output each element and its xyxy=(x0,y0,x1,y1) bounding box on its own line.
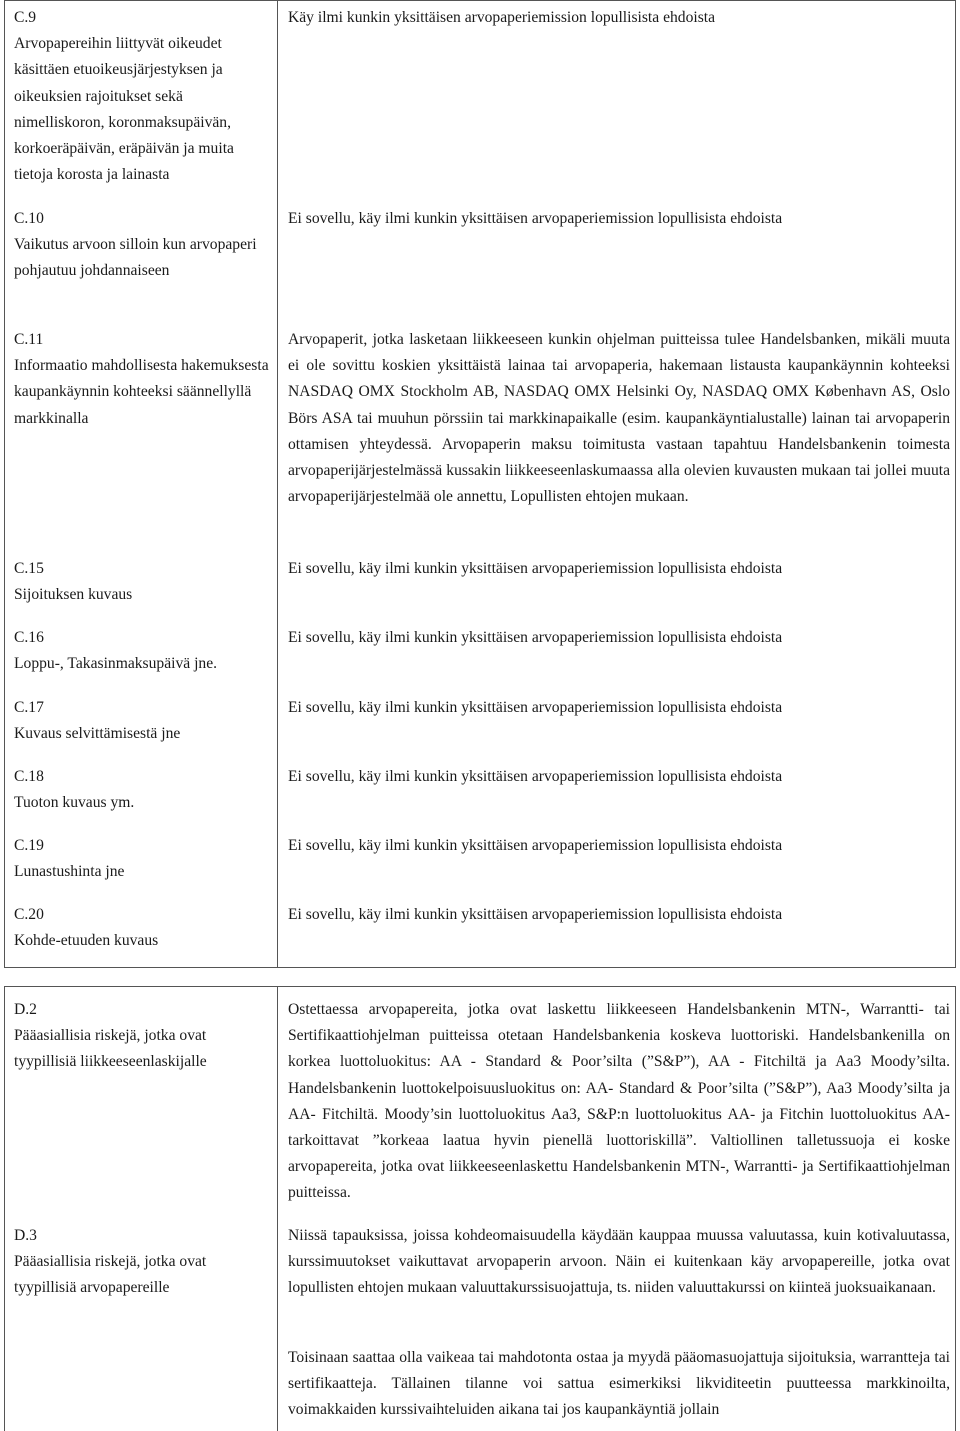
title: Arvopapereihin liittyvät oikeudet käsittäen etuoikeusjärjestyksen ja oikeuksien rajoitukset sekä nimelliskoron, koronmaksupäivän, korkoeräpäivän, eräpäivän ja muita tietoja korosta ja lainasta xyxy=(14,35,234,184)
row-c18-label xyxy=(14,764,269,816)
row-c19-label xyxy=(14,833,269,885)
code: C.17 xyxy=(14,699,44,716)
row-c19-text: Ei sovellu, käy ilmi kunkin yksittäisen arvopaperiemission lopullisista ehdoista xyxy=(288,837,783,854)
code: C.19 xyxy=(14,837,44,854)
code: C.9 xyxy=(14,9,37,26)
code: C.15 xyxy=(14,560,44,577)
title: Sijoituksen kuvaus xyxy=(14,586,133,604)
row-c9-text: Käy ilmi kunkin yksittäisen arvopaperiemission lopullisista ehdoista xyxy=(288,9,716,26)
row-c9-label xyxy=(14,5,269,188)
row-d3-text: Niissä tapauksissa, joissa kohdeomaisuudella käydään kauppaa muussa valuutassa, kuin kotivaluutassa, kurssimuutokset vaikuttavat arvopaperin arvoon. Näin ei kuitenkaan käy arvopapereille, jotka ovat lopullisten ehtojen mukaan valuuttakurssisuojattuja, ts. niiden valuuttakurssi on kiinteä juoksuaikanaan. xyxy=(288,1227,950,1297)
row-c11-text: Arvopaperit, jotka lasketaan liikkeeseen kunkin ohjelman puitteissa tulee Handelsbanken, mikäli muuta ei ole sovittu koskien yksittäistä lainaa tai arvopaperia, hakemaan listausta kaupankäynnin kohteeksi NASDAQ OMX Stockholm AB, NASDAQ OMX Helsinki Oy, NASDAQ OMX København AS, Oslo Börs ASA tai muuhun pörssiin tai markkinapaikalle (esim. kaupankäyntialustalle) lainan tai arvopaperin ottamisen yhteydessä. Arvopaperin maksu toimitusta vastaan tapahtuu Handelsbankenin toimesta arvopaperijärjestelmässä kussakin liikkeeseenlaskumaassa alla olevien kuvausten mukaan tai jollei muuta arvopaperijärjestelmää ole annettu, Lopullisten ehtojen mukaan. xyxy=(288,331,950,506)
row-c17-label xyxy=(14,695,269,747)
code: C.18 xyxy=(14,768,44,785)
row-c11-label xyxy=(14,327,269,432)
code: C.20 xyxy=(14,906,44,923)
row-c18-text: Ei sovellu, käy ilmi kunkin yksittäisen arvopaperiemission lopullisista ehdoista xyxy=(288,768,783,785)
column-divider xyxy=(277,987,278,1431)
row-d3-text-2: Toisinaan saattaa olla vaikeaa tai mahdotonta ostaa ja myydä pääomasuojattuja sijoituksia, warrantteja tai sertifikaatteja. Tällainen tilanne voi sattua esimerkiksi likviditeetin puutteessa markkinoilta, voimakkaiden kurssivaihteluiden aikana tai jos kaupankäyntiä jollain xyxy=(288,1349,950,1419)
row-c16-text: Ei sovellu, käy ilmi kunkin yksittäisen arvopaperiemission lopullisista ehdoista xyxy=(288,629,783,646)
code: C.10 xyxy=(14,210,44,227)
code: D.3 xyxy=(14,1227,37,1244)
code: C.11 xyxy=(14,331,44,348)
title: Tuoton kuvaus ym. xyxy=(14,794,135,812)
section-d-table xyxy=(4,986,956,1431)
code: D.2 xyxy=(14,1001,37,1018)
title: Pääasiallisia riskejä, jotka ovat tyypillisiä arvopapereille xyxy=(14,1253,207,1297)
row-d3-label xyxy=(14,1223,269,1302)
row-c16-label xyxy=(14,625,269,677)
title: Pääasiallisia riskejä, jotka ovat tyypillisiä liikkeeseenlaskijalle xyxy=(14,1027,207,1071)
title: Kuvaus selvittämisestä jne xyxy=(14,725,181,743)
column-divider xyxy=(277,1,278,967)
row-c20-text: Ei sovellu, käy ilmi kunkin yksittäisen arvopaperiemission lopullisista ehdoista xyxy=(288,906,783,923)
row-c15-text: Ei sovellu, käy ilmi kunkin yksittäisen arvopaperiemission lopullisista ehdoista xyxy=(288,560,783,577)
row-d2-label xyxy=(14,997,269,1076)
title: Lunastushinta jne xyxy=(14,863,125,881)
title: Vaikutus arvoon silloin kun arvopaperi pohjautuu johdannaiseen xyxy=(14,236,257,280)
title: Kohde-etuuden kuvaus xyxy=(14,932,159,950)
row-c17-text: Ei sovellu, käy ilmi kunkin yksittäisen arvopaperiemission lopullisista ehdoista xyxy=(288,699,783,716)
title: Loppu-, Takasinmaksupäivä jne. xyxy=(14,655,218,673)
row-d2-text: Ostettaessa arvopapereita, jotka ovat laskettu liikkeeseen Handelsbankenin MTN-, Warrantti- tai Sertifikaattiohjelman puitteissa otetaan Handelsbankenia koskeva luottoriski. Handelsbankenilla on korkea luottoluokitus: AA - Standard & Poor’silta (”S&P”), AA - Fitchiltä ja Aa3 Moody’silta. Handelsbankenin luottokelpoisuusluokitus on: AA- Standard & Poor’silta (”S&P”), Aa3 Moody’silta ja AA- Fitchiltä. Moody’sin luottoluokitus Aa3, S&P:n luottoluokitus AA- ja Fitchin luottoluokitus AA- tarkoittavat ”korkeaa laatua hyvin pienellä luottoriskillä”. Valtiollinen talletussuoja ei koske arvopapereita, jotka ovat liikkeeseenlaskettu Handelsbankenin MTN-, Warrantti- ja Sertifikaattiohjelman puitteissa. xyxy=(288,1001,950,1202)
row-c10-label xyxy=(14,206,269,285)
row-c20-label xyxy=(14,902,269,954)
row-c15-label xyxy=(14,556,269,608)
title: Informaatio mahdollisesta hakemuksesta kaupankäynnin kohteeksi säännellyllä markkinalla xyxy=(14,357,269,427)
row-c10-text: Ei sovellu, käy ilmi kunkin yksittäisen arvopaperiemission lopullisista ehdoista xyxy=(288,210,783,227)
code: C.16 xyxy=(14,629,44,646)
section-c-table xyxy=(4,0,956,968)
